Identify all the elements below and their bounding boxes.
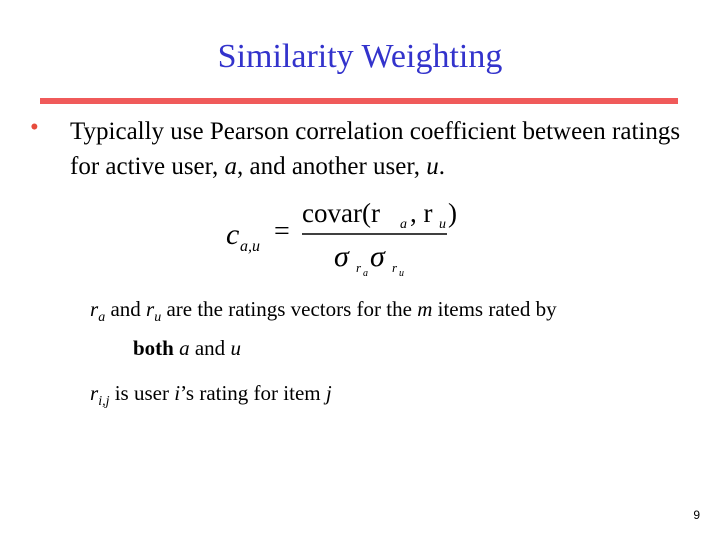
formula-den-sub-a-inner: a — [363, 268, 368, 279]
note1-and2: and — [189, 336, 231, 361]
ratings-vectors-note — [90, 294, 557, 363]
note1-r-u: r — [146, 297, 155, 321]
formula-equals: = — [274, 216, 290, 247]
note1-a: a — [179, 336, 190, 361]
note2-text1: is user — [109, 381, 175, 405]
note1-u: u — [230, 336, 241, 361]
note1-text1: are the ratings vectors for the — [161, 297, 418, 321]
formula-numerator — [302, 198, 380, 228]
bullet-var-u: u — [426, 153, 439, 180]
note1-line2 — [90, 333, 557, 363]
formula-num-sub-a: a — [400, 217, 407, 232]
formula-num-end: ) — [448, 198, 457, 228]
note1-both: both — [133, 336, 180, 361]
formula-den-sub-a: r — [356, 260, 362, 275]
formula-den-sub-u-inner: u — [399, 268, 404, 279]
formula-sigma-u: σ — [370, 240, 385, 273]
formula-lhs: c — [226, 218, 240, 251]
note2-sub: i,j — [98, 394, 110, 410]
formula-num-sub-u: u — [439, 217, 446, 232]
bullet-var-a: a — [224, 153, 237, 180]
bullet-marker: • — [30, 114, 39, 141]
note2-i: i — [174, 381, 181, 405]
note1-m: m — [417, 297, 433, 321]
bullet-text — [70, 114, 700, 184]
bullet-text-part2: , and another user, — [236, 153, 427, 180]
pearson-formula — [222, 196, 462, 286]
note1-sub-a: a — [98, 310, 106, 326]
title-divider — [40, 98, 678, 104]
slide-title: Similarity Weighting — [217, 38, 503, 75]
formula-num-covar: covar(r — [302, 198, 380, 228]
bullet-text-part3: . — [438, 153, 445, 180]
formula-num-mid: , r — [410, 198, 433, 228]
formula-den-sub-u: r — [392, 260, 398, 275]
note2-text2: ’s rating for item — [180, 381, 326, 405]
note1-sub-u: u — [154, 310, 162, 326]
note1-and: and — [105, 297, 147, 321]
note2-r: r — [90, 381, 99, 405]
note1-text2: items rated by — [432, 297, 557, 321]
rating-definition-note — [90, 378, 332, 417]
note1-r-a: r — [90, 297, 99, 321]
page-number: 9 — [693, 508, 700, 522]
formula-lhs-sub: a,u — [240, 238, 260, 255]
note2-j: j — [325, 381, 332, 405]
formula-sigma-a: σ — [334, 240, 349, 273]
bullet-text-part1: Typically use Pearson correlation coefficient between ratings for active user, — [70, 118, 681, 180]
